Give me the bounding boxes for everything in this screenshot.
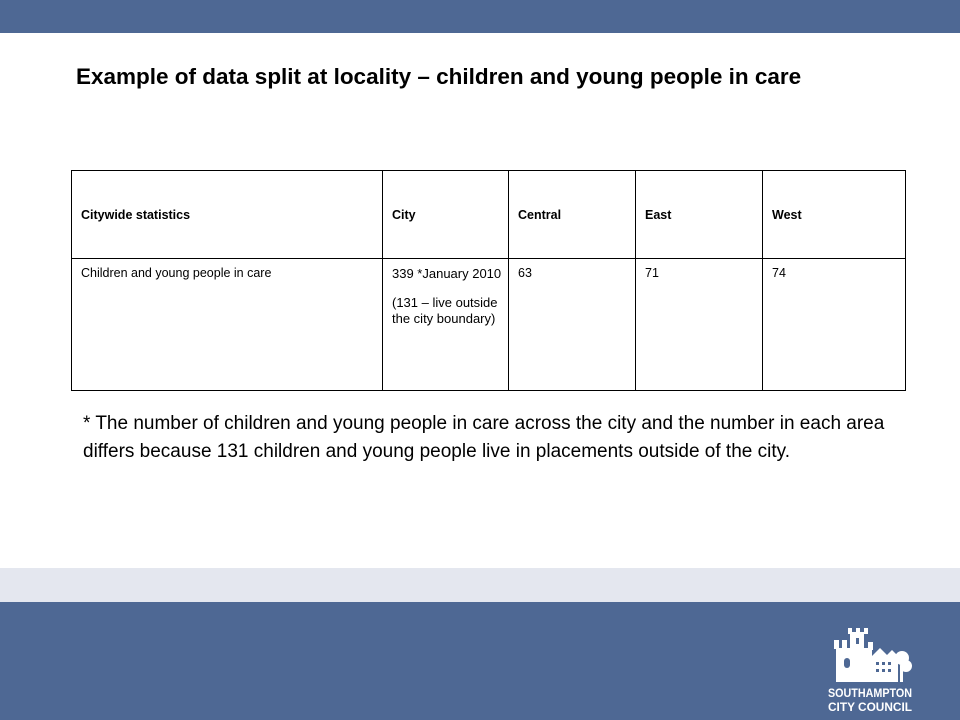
bottom-bar	[0, 602, 960, 720]
header-city: City	[383, 171, 509, 259]
top-bar	[0, 0, 960, 33]
slide-title: Example of data split at locality – children and young people in care	[76, 64, 802, 89]
logo-line-2: CITY COUNCIL	[828, 702, 912, 714]
logo-line-1: SOUTHAMPTON	[828, 688, 912, 700]
west-value: 74	[763, 259, 906, 391]
footnote: * The number of children and young people in care across the city and the number in each area differs because 131 children and young people live in placements outside of the city.	[83, 413, 885, 462]
table-header-row	[72, 171, 906, 259]
header-citywide-statistics: Citywide statistics	[72, 171, 383, 259]
east-value: 71	[636, 259, 763, 391]
header-west: West	[763, 171, 906, 259]
header-east: East	[636, 171, 763, 259]
central-value: 63	[509, 259, 636, 391]
stats-table	[71, 170, 906, 391]
city-value: 339 *January 2010	[392, 266, 502, 281]
southampton-city-council-logo	[826, 622, 914, 714]
row-label: Children and young people in care	[72, 259, 383, 391]
city-cell	[383, 259, 509, 391]
light-band	[0, 568, 960, 602]
castle-logo-icon	[834, 628, 912, 682]
city-note: (131 – live outside the city boundary)	[392, 295, 498, 326]
table-row	[72, 259, 906, 391]
header-central: Central	[509, 171, 636, 259]
